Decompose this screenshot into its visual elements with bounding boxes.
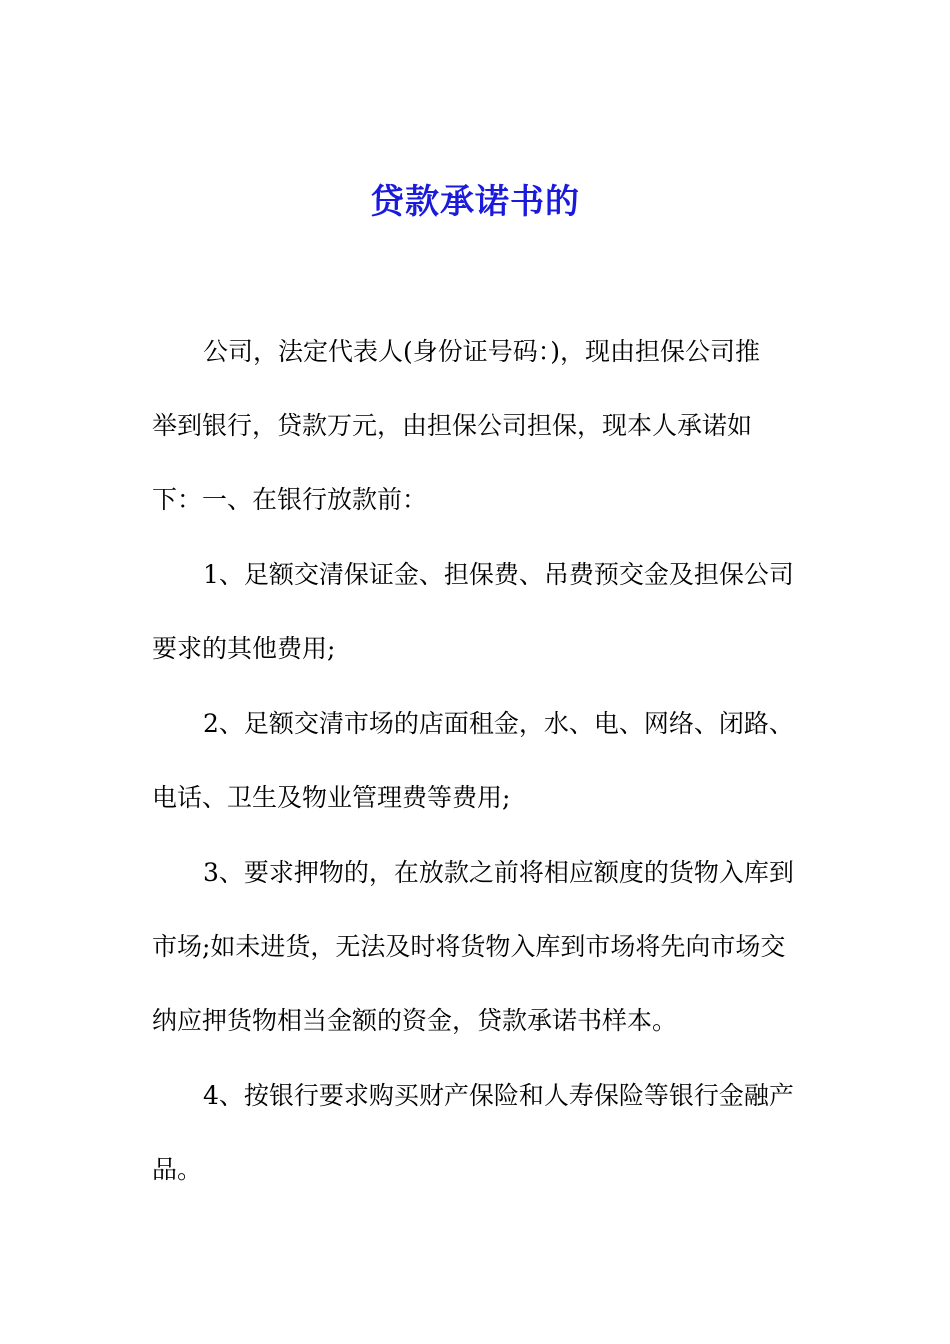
- paragraph-line: [0, 555, 950, 595]
- paragraph-line: [0, 853, 950, 893]
- line-text: 市场;如未进货，无法及时将货物入库到市场将先向市场交: [152, 932, 786, 961]
- line-text: 公司，法定代表人(身份证号码：)，现由担保公司推: [203, 337, 761, 366]
- paragraph-line: [0, 1076, 950, 1116]
- line-text: 2、足额交清市场的店面租金，水、电、网络、闭路、: [203, 709, 794, 738]
- line-text: 下：一、在银行放款前：: [152, 485, 428, 514]
- line-text: 纳应押货物相当金额的资金，贷款承诺书样本。: [152, 1006, 678, 1035]
- line-text: 电话、卫生及物业管理费等费用;: [152, 783, 511, 812]
- line-text: 3、要求押物的，在放款之前将相应额度的货物入库到: [203, 858, 794, 887]
- line-text: 要求的其他费用;: [152, 634, 336, 663]
- paragraph-line: [0, 704, 950, 744]
- line-text: 品。: [152, 1155, 203, 1184]
- paragraph-line: [0, 1150, 950, 1190]
- line-text: 举到银行，贷款万元，由担保公司担保，现本人承诺如: [152, 411, 753, 440]
- paragraph-line: [0, 629, 950, 669]
- document-title: 贷款承诺书的: [370, 182, 580, 222]
- line-text: 4、按银行要求购买财产保险和人寿保险等银行金融产: [203, 1081, 794, 1110]
- paragraph-line: [0, 778, 950, 818]
- paragraph-line: [0, 332, 950, 372]
- paragraph-line: [0, 1001, 950, 1041]
- paragraph-line: [0, 480, 950, 520]
- paragraph-line: [0, 927, 950, 967]
- paragraph-line: [0, 406, 950, 446]
- line-text: 1、足额交清保证金、担保费、吊费预交金及担保公司: [203, 560, 794, 589]
